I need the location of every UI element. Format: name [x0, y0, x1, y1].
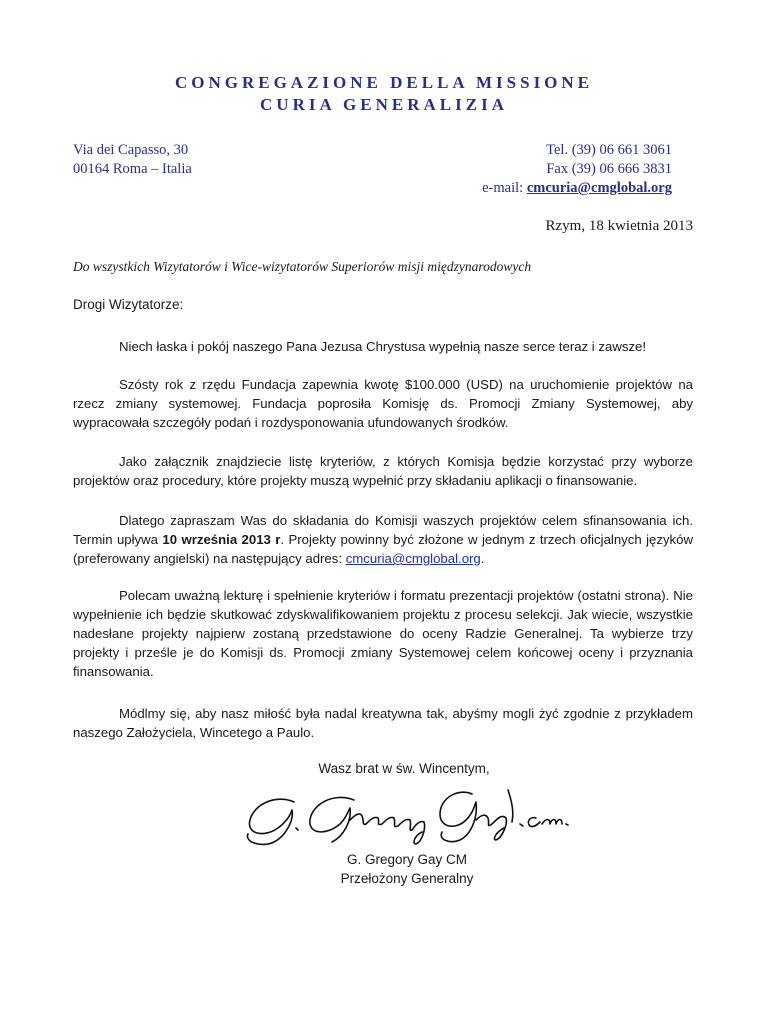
invitation-text-2: . Projekty powinny być złożone w jednym z trzech oficjalnych języków (preferowany angielski) na następujący adres:	[73, 532, 693, 566]
signer-block	[0, 850, 768, 888]
email-label: e-mail:	[482, 180, 524, 196]
email-link[interactable]: cmcuria@cmglobal.org	[526, 180, 672, 196]
submission-email-link[interactable]: cmcuria@cmglobal.org	[345, 551, 481, 566]
paragraph-prayer: Módlmy się, aby nasz miłość była nadal kreatywna tak, abyśmy mogli żyć zgodnie z przykładem naszego Założyciela, Wincetego a Paulo.	[73, 706, 693, 740]
handwritten-signature	[236, 780, 576, 850]
address-street: Via dei Capasso, 30	[73, 142, 189, 158]
deadline-date: 10 września 2013 r	[162, 532, 281, 547]
address-city: 00164 Roma – Italia	[73, 161, 192, 177]
letterhead-title: CONGREGAZIONE DELLA MISSIONE	[174, 73, 594, 92]
addressee: Do wszystkich Wizytatorów i Wice-wizytatorów Superiorów misji międzynarodowych	[73, 259, 532, 274]
signer-title: Przełożony Generalny	[340, 871, 474, 886]
paragraph-greeting: Niech łaska i pokój naszego Pana Jezusa Chrystusa wypełnią nasze serce teraz i zawsze!	[119, 339, 647, 354]
paragraph-foundation: Szósty rok z rzędu Fundacja zapewnia kwotę $100.000 (USD) na uruchomienie projektów na rzecz zmiany systemowej. Fundacja poprosiła Komisję ds. Promocji Zmiany Systemowej, aby wypracowała szczegóły podań i rozdysponowania ufundowanych środków.	[73, 377, 693, 430]
paragraph-attachment: Jako załącznik znajdziecie listę kryteriów, z których Komisja będzie korzystać przy wyborze projektów oraz procedury, które projekty muszą wypełnić przy składaniu aplikacji o finansowanie.	[73, 454, 693, 488]
salutation: Drogi Wizytatorze:	[73, 297, 184, 312]
signer-name: G. Gregory Gay CM	[346, 852, 468, 867]
invitation-text-3: .	[480, 551, 485, 566]
email-line	[482, 179, 672, 198]
closing: Wasz brat w św. Wincentym,	[318, 761, 490, 776]
contact-info	[482, 141, 672, 198]
letterhead-subtitle: CURIA GENERALIZIA	[260, 95, 508, 114]
fax: Fax (39) 06 666 3831	[546, 161, 672, 177]
invitation-text-1: Dlatego zapraszam Was do składania do Komisji waszych projektów celem sfinansowania ich. Termin upływa	[73, 513, 693, 547]
letterhead	[0, 72, 768, 116]
letter-date: Rzym, 18 kwietnia 2013	[545, 218, 693, 234]
paragraph-criteria: Polecam uważną lekturę i spełnienie kryteriów i formatu prezentacji projektów (ostatni strona). Nie wypełnienie ich będzie skutkować zdyskwalifikowaniem projektu z procesu selekcji. Jak wiecie, wszystkie nadesłane projekty najpierw zostaną przedstawione do oceny Radzie Generalnej. Ta wybierze trzy projekty i prześle je do Komisji ds. Promocji zmiany Systemowej celem końcowej oceny i przyznania finansowania.	[73, 588, 693, 679]
paragraph-invitation	[73, 511, 693, 568]
telephone: Tel. (39) 06 661 3061	[546, 142, 672, 158]
postal-address	[73, 141, 192, 179]
